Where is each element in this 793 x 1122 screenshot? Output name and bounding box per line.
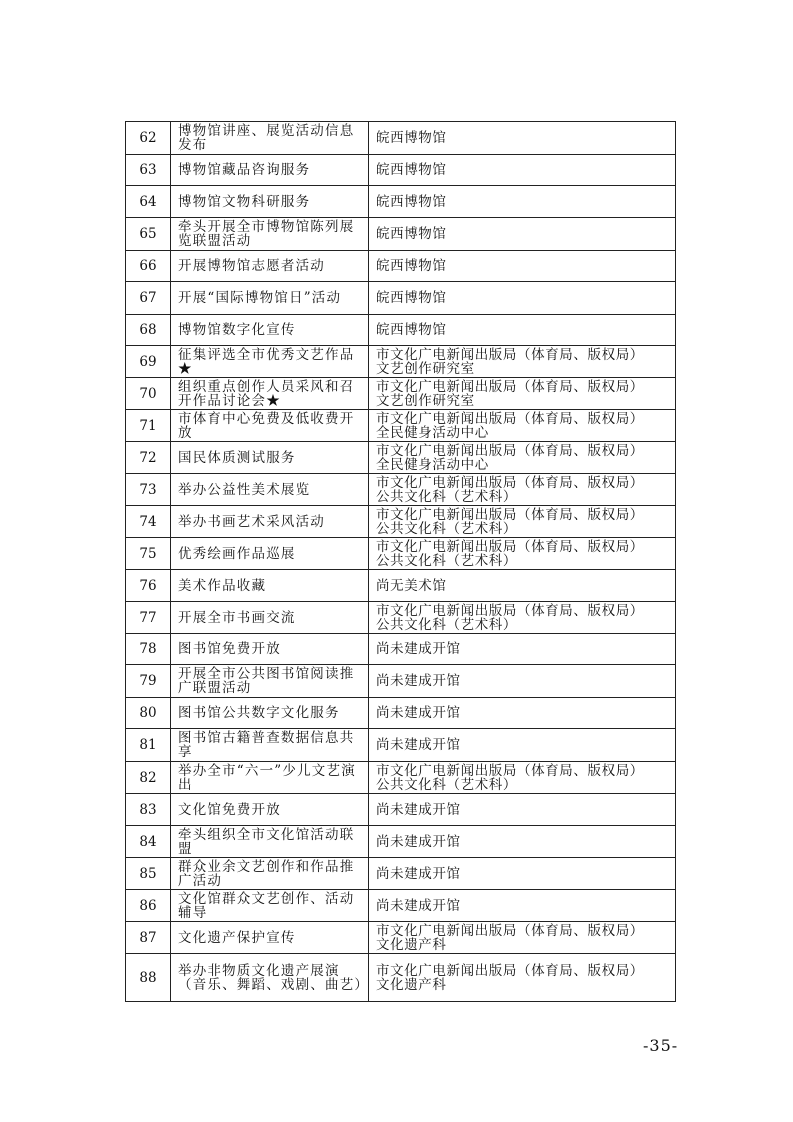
service-item: 博物馆讲座、展览活动信息发布 <box>171 122 369 155</box>
table-row <box>126 410 676 442</box>
service-item: 开展“国际博物馆日”活动 <box>171 282 369 315</box>
table-row <box>126 251 676 282</box>
responsible-unit-line: 公共文化科（艺术科） <box>376 488 517 505</box>
responsible-unit <box>369 410 676 442</box>
responsible-unit-line: 公共文化科（艺术科） <box>376 776 517 793</box>
table-row <box>126 602 676 634</box>
table-row <box>126 698 676 729</box>
responsible-unit <box>369 122 676 155</box>
responsible-unit-line: 文艺创作研究室 <box>376 392 475 409</box>
responsible-unit <box>369 346 676 378</box>
row-number: 68 <box>126 315 171 346</box>
service-item: 征集评选全市优秀文艺作品★ <box>171 346 369 378</box>
table-row <box>126 122 676 155</box>
row-number: 77 <box>126 602 171 634</box>
service-item: 文化馆群众文艺创作、活动辅导 <box>171 890 369 922</box>
service-item: 举办全市“六一”少儿文艺演出 <box>171 762 369 794</box>
responsible-unit-line: 文艺创作研究室 <box>376 360 475 377</box>
responsible-unit-line: 市文化广电新闻出版局（体育局、版权局） <box>376 922 644 939</box>
row-number: 62 <box>126 122 171 155</box>
service-item: 举办书画艺术采风活动 <box>171 506 369 538</box>
service-item: 博物馆文物科研服务 <box>171 186 369 218</box>
row-number: 83 <box>126 794 171 826</box>
responsible-unit-line: 市文化广电新闻出版局（体育局、版权局） <box>376 962 644 979</box>
responsible-unit-line: 皖西博物馆 <box>376 322 447 338</box>
responsible-unit-line: 尚无美术馆 <box>376 577 447 594</box>
row-number: 87 <box>126 922 171 954</box>
row-number: 76 <box>126 570 171 602</box>
responsible-unit-line: 市文化广电新闻出版局（体育局、版权局） <box>376 410 644 427</box>
row-number: 85 <box>126 858 171 890</box>
responsible-unit-line: 市文化广电新闻出版局（体育局、版权局） <box>376 346 644 363</box>
responsible-unit <box>369 570 676 602</box>
responsible-unit-line: 市文化广电新闻出版局（体育局、版权局） <box>376 602 644 619</box>
responsible-unit <box>369 826 676 858</box>
responsible-unit-line: 公共文化科（艺术科） <box>376 520 517 537</box>
table-row <box>126 442 676 474</box>
responsible-unit-line: 皖西博物馆 <box>376 162 447 178</box>
service-item: 博物馆数字化宣传 <box>171 315 369 346</box>
row-number: 70 <box>126 378 171 410</box>
responsible-unit-line: 市文化广电新闻出版局（体育局、版权局） <box>376 762 644 779</box>
responsible-unit <box>369 890 676 922</box>
responsible-unit-line: 尚未建成开馆 <box>376 801 461 818</box>
table-row <box>126 890 676 922</box>
responsible-unit <box>369 282 676 315</box>
responsible-unit-line: 尚未建成开馆 <box>376 705 461 721</box>
service-item: 群众业余文艺创作和作品推广活动 <box>171 858 369 890</box>
service-item: 美术作品收藏 <box>171 570 369 602</box>
responsible-unit-line: 皖西博物馆 <box>376 226 447 242</box>
responsible-unit <box>369 155 676 186</box>
responsible-unit <box>369 954 676 1002</box>
table-row <box>126 570 676 602</box>
service-item: 牵头组织全市文化馆活动联盟 <box>171 826 369 858</box>
responsible-unit <box>369 665 676 698</box>
table-row <box>126 155 676 186</box>
responsible-unit <box>369 186 676 218</box>
row-number: 81 <box>126 729 171 762</box>
row-number: 64 <box>126 186 171 218</box>
row-number: 66 <box>126 251 171 282</box>
table-row <box>126 922 676 954</box>
responsible-unit-line: 市文化广电新闻出版局（体育局、版权局） <box>376 538 644 555</box>
row-number: 84 <box>126 826 171 858</box>
row-number: 71 <box>126 410 171 442</box>
table-row <box>126 665 676 698</box>
row-number: 75 <box>126 538 171 570</box>
table-body <box>126 122 676 1002</box>
responsible-unit-line: 全民健身活动中心 <box>376 424 489 441</box>
service-item: 市体育中心免费及低收费开放 <box>171 410 369 442</box>
responsible-unit-line: 皖西博物馆 <box>376 130 447 146</box>
row-number: 79 <box>126 665 171 698</box>
responsible-unit <box>369 698 676 729</box>
responsible-unit-line: 文化遗产科 <box>376 976 447 993</box>
row-number: 72 <box>126 442 171 474</box>
row-number: 80 <box>126 698 171 729</box>
service-item: 开展博物馆志愿者活动 <box>171 251 369 282</box>
row-number: 65 <box>126 218 171 251</box>
table-row <box>126 346 676 378</box>
table-row <box>126 858 676 890</box>
table-row <box>126 729 676 762</box>
responsible-unit-line: 公共文化科（艺术科） <box>376 552 517 569</box>
row-number: 67 <box>126 282 171 315</box>
responsible-unit-line: 市文化广电新闻出版局（体育局、版权局） <box>376 506 644 523</box>
responsible-unit-line: 全民健身活动中心 <box>376 456 489 473</box>
service-item: 图书馆公共数字文化服务 <box>171 698 369 729</box>
responsible-unit <box>369 538 676 570</box>
row-number: 86 <box>126 890 171 922</box>
responsible-unit-line: 文化遗产科 <box>376 936 447 953</box>
responsible-unit-line: 尚未建成开馆 <box>376 641 461 657</box>
table-row <box>126 762 676 794</box>
responsible-unit <box>369 506 676 538</box>
page-number: -35- <box>643 1036 679 1055</box>
row-number: 78 <box>126 634 171 665</box>
service-item: 国民体质测试服务 <box>171 442 369 474</box>
row-number: 82 <box>126 762 171 794</box>
table-row <box>126 378 676 410</box>
responsible-unit-line: 皖西博物馆 <box>376 258 447 274</box>
responsible-unit <box>369 922 676 954</box>
table-row <box>126 282 676 315</box>
service-item: 文化馆免费开放 <box>171 794 369 826</box>
service-item: 文化遗产保护宣传 <box>171 922 369 954</box>
responsible-unit-line: 尚未建成开馆 <box>376 833 461 850</box>
responsible-unit-line: 尚未建成开馆 <box>376 897 461 914</box>
responsible-unit <box>369 762 676 794</box>
table-row <box>126 954 676 1002</box>
responsible-unit <box>369 218 676 251</box>
service-item: 组织重点创作人员采风和召开作品讨论会★ <box>171 378 369 410</box>
responsible-unit-line: 尚未建成开馆 <box>376 737 461 753</box>
table-row <box>126 474 676 506</box>
row-number: 69 <box>126 346 171 378</box>
responsible-unit-line: 尚未建成开馆 <box>376 865 461 882</box>
row-number: 74 <box>126 506 171 538</box>
responsible-unit-line: 皖西博物馆 <box>376 290 447 306</box>
responsible-unit <box>369 602 676 634</box>
service-item: 牵头开展全市博物馆陈列展览联盟活动 <box>171 218 369 251</box>
responsible-unit <box>369 251 676 282</box>
responsible-unit-line: 市文化广电新闻出版局（体育局、版权局） <box>376 378 644 395</box>
row-number: 88 <box>126 954 171 1002</box>
service-list-table <box>125 121 676 1002</box>
table-row <box>126 794 676 826</box>
table-row <box>126 634 676 665</box>
table-row <box>126 826 676 858</box>
table-row <box>126 315 676 346</box>
table-row <box>126 538 676 570</box>
responsible-unit-line: 市文化广电新闻出版局（体育局、版权局） <box>376 442 644 459</box>
service-item: 博物馆藏品咨询服务 <box>171 155 369 186</box>
responsible-unit-line: 公共文化科（艺术科） <box>376 616 517 633</box>
responsible-unit-line: 皖西博物馆 <box>376 193 447 210</box>
table-row <box>126 506 676 538</box>
row-number: 73 <box>126 474 171 506</box>
responsible-unit <box>369 474 676 506</box>
responsible-unit <box>369 378 676 410</box>
responsible-unit <box>369 729 676 762</box>
responsible-unit <box>369 858 676 890</box>
table-row <box>126 218 676 251</box>
responsible-unit <box>369 634 676 665</box>
row-number: 63 <box>126 155 171 186</box>
service-item: 开展全市公共图书馆阅读推广联盟活动 <box>171 665 369 698</box>
service-item: 图书馆免费开放 <box>171 634 369 665</box>
responsible-unit-line: 市文化广电新闻出版局（体育局、版权局） <box>376 474 644 491</box>
responsible-unit <box>369 442 676 474</box>
responsible-unit <box>369 315 676 346</box>
responsible-unit <box>369 794 676 826</box>
table-row <box>126 186 676 218</box>
service-item: 举办公益性美术展览 <box>171 474 369 506</box>
service-item: 图书馆古籍普查数据信息共享 <box>171 729 369 762</box>
service-item: 开展全市书画交流 <box>171 602 369 634</box>
service-item: 举办非物质文化遗产展演（音乐、舞蹈、戏剧、曲艺） <box>171 954 369 1002</box>
responsible-unit-line: 尚未建成开馆 <box>376 673 461 689</box>
service-item: 优秀绘画作品巡展 <box>171 538 369 570</box>
